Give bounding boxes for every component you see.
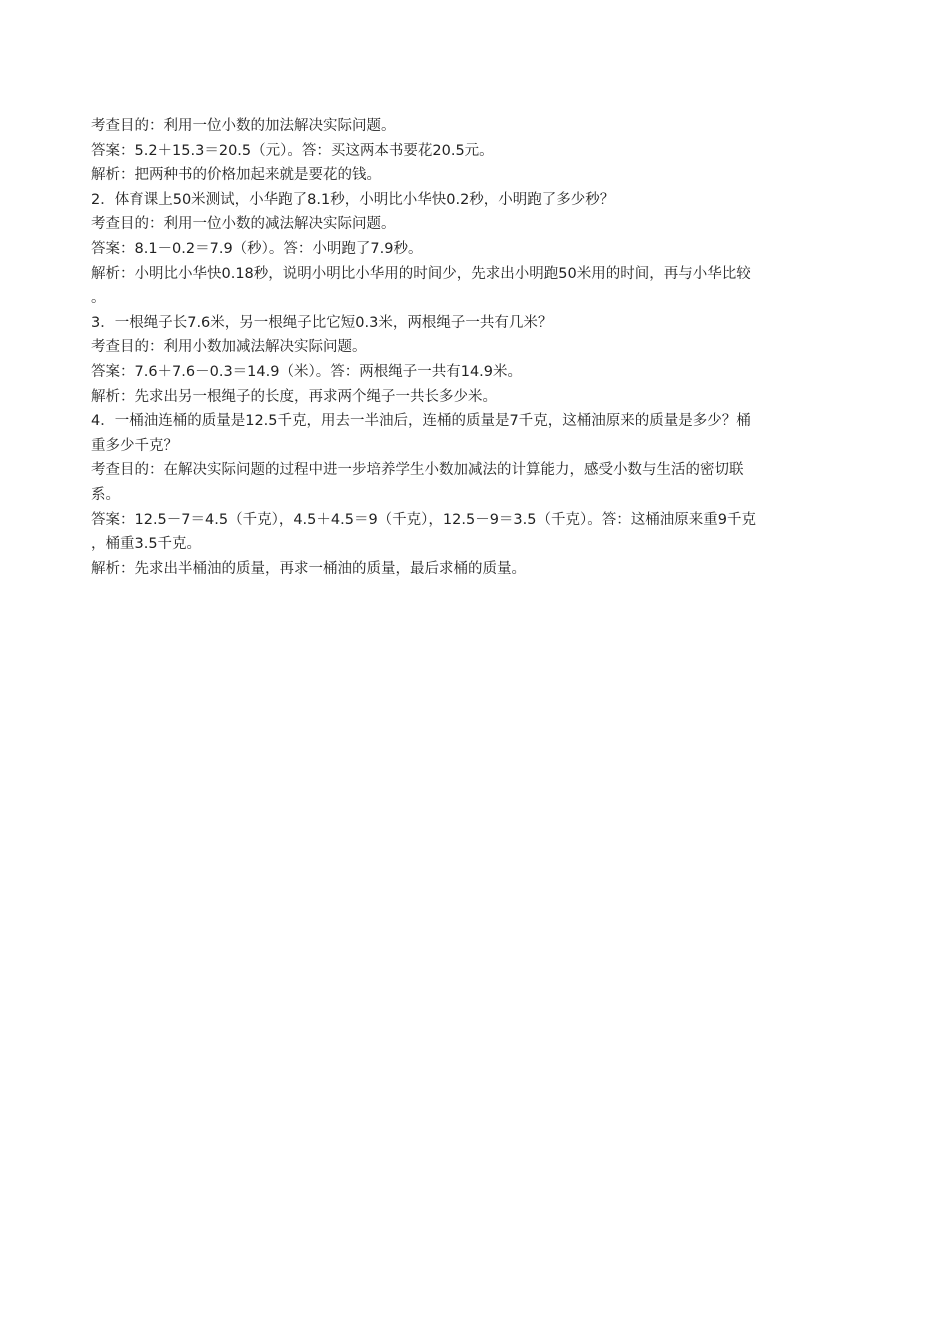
text-line-analysis-2-cont: 。 bbox=[91, 290, 106, 307]
text-line-answer-3: 答案：7.6＋7.6－0.3＝14.9（米）。答：两根绳子一共有14.9米。 bbox=[91, 363, 522, 380]
document-body bbox=[91, 114, 861, 581]
text-line-objective-4-cont: 系。 bbox=[91, 486, 120, 503]
text-line-analysis-1: 解析：把两种书的价格加起来就是要花的钱。 bbox=[91, 167, 381, 184]
text-line-question-3: 3．一根绳子长7.6米，另一根绳子比它短0.3米，两根绳子一共有几米？ bbox=[91, 314, 553, 331]
text-line-question-2: 2．体育课上50米测试，小华跑了8.1秒，小明比小华快0.2秒，小明跑了多少秒？ bbox=[91, 191, 615, 208]
text-line-objective-2: 考查目的：利用一位小数的减法解决实际问题。 bbox=[91, 216, 396, 233]
text-line-answer-4: 答案：12.5－7＝4.5（千克），4.5＋4.5＝9（千克），12.5－9＝3.5（千克）。答：这桶油原来重9千克 bbox=[91, 511, 756, 528]
text-line-answer-4-cont: ，桶重3.5千克。 bbox=[91, 536, 202, 553]
text-line-objective-3: 考查目的：利用小数加减法解决实际问题。 bbox=[91, 339, 367, 356]
text-line-objective-1: 考查目的：利用一位小数的加法解决实际问题。 bbox=[91, 118, 396, 134]
text-line-analysis-4: 解析：先求出半桶油的质量，再求一桶油的质量，最后求桶的质量。 bbox=[91, 560, 526, 577]
text-line-answer-1: 答案：5.2＋15.3＝20.5（元）。答：买这两本书要花20.5元。 bbox=[91, 142, 494, 159]
text-line-answer-2: 答案：8.1－0.2＝7.9（秒）。答：小明跑了7.9秒。 bbox=[91, 240, 423, 257]
text-line-analysis-2: 解析：小明比小华快0.18秒，说明小明比小华用的时间少，先求出小明跑50米用的时间，再与小华比较 bbox=[91, 265, 751, 282]
text-line-objective-4: 考查目的：在解决实际问题的过程中进一步培养学生小数加减法的计算能力，感受小数与生活的密切联 bbox=[91, 462, 744, 479]
text-line-question-4: 4．一桶油连桶的质量是12.5千克，用去一半油后，连桶的质量是7千克，这桶油原来的质量是多少？桶 bbox=[91, 413, 751, 430]
text-line-analysis-3: 解析：先求出另一根绳子的长度，再求两个绳子一共长多少米。 bbox=[91, 388, 497, 405]
text-line-question-4-cont: 重多少千克？ bbox=[91, 437, 178, 454]
